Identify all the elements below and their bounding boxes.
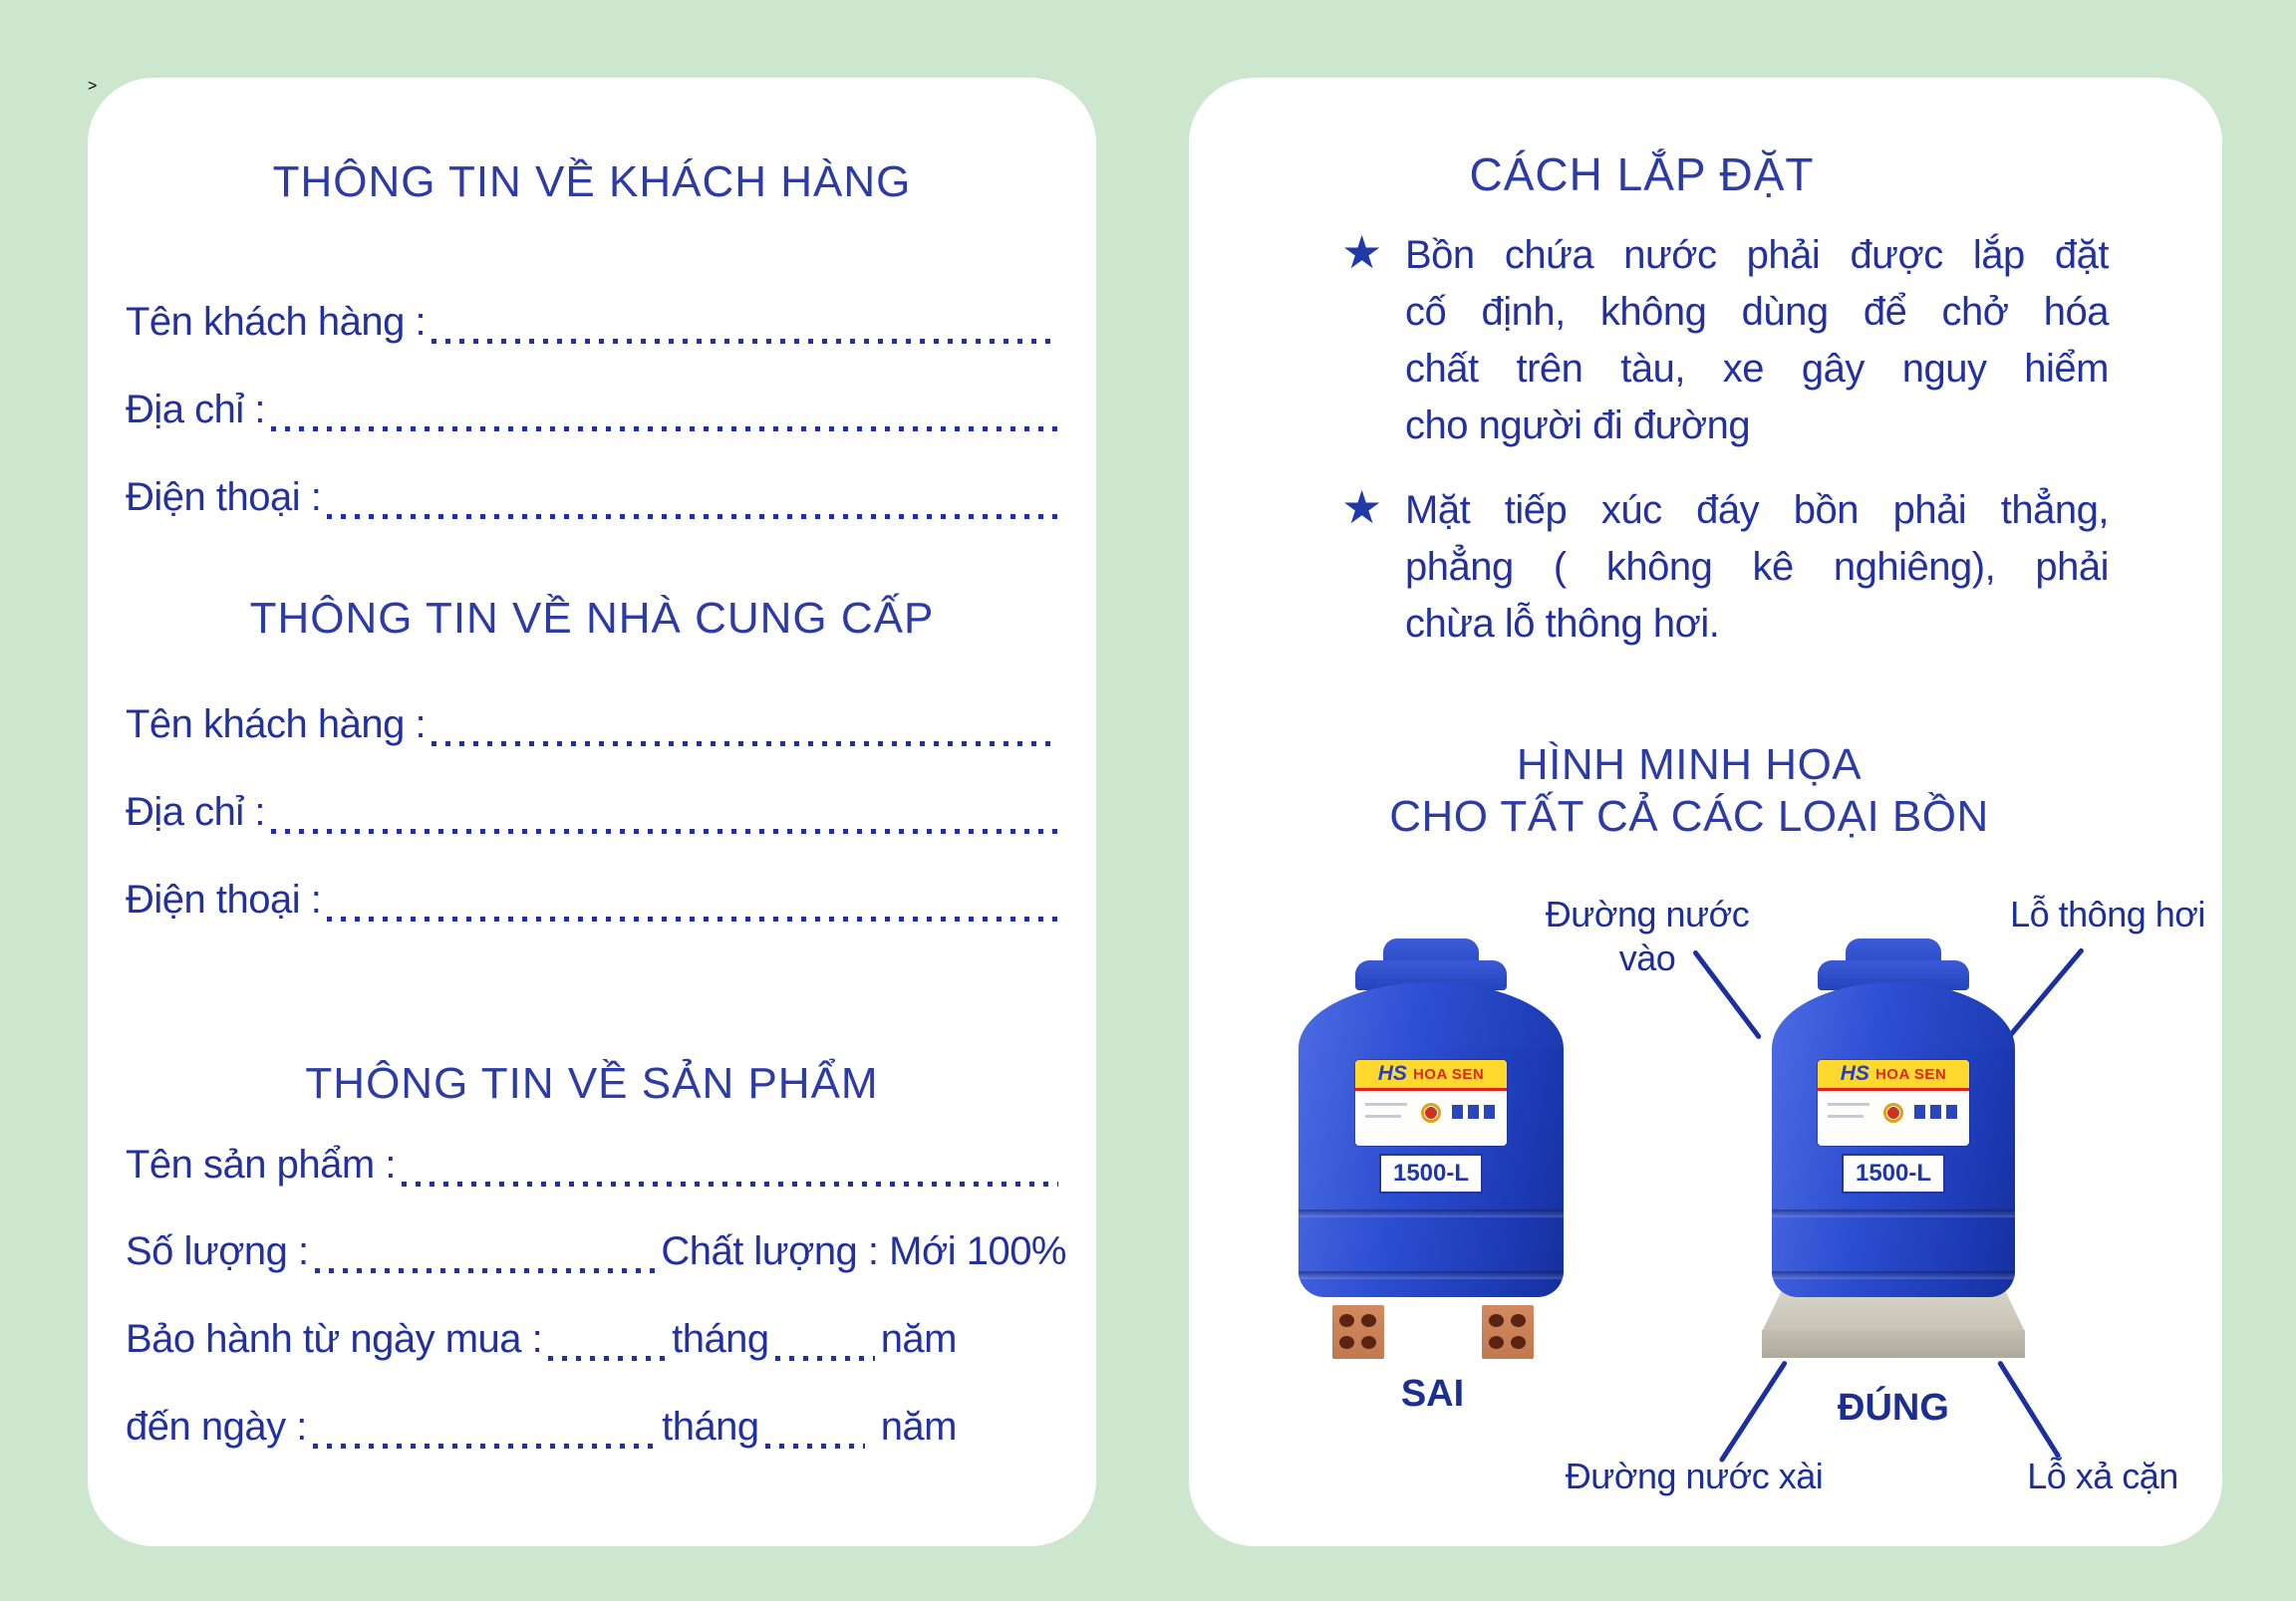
section-title-product: THÔNG TIN VỀ SẢN PHẨM [305,1059,879,1108]
field-customer-phone [126,475,1064,527]
dotted-line [426,702,1064,754]
field-label: Tên sản phẩm : [126,1143,396,1187]
field-label: Số lượng : [126,1229,309,1273]
capacity-text: 1500-L [1855,1160,1932,1187]
stamp-icon [1452,1105,1463,1119]
field-customer-name [126,300,1064,352]
field-customer-address [126,388,1064,439]
illustration-heading [1325,739,2053,843]
sticker-text-line [1828,1115,1864,1118]
section-title-customer: THÔNG TIN VỀ KHÁCH HÀNG [272,157,912,206]
field-warranty-from [126,1317,957,1369]
field-label: đến ngày : [126,1405,307,1449]
tank-body [1298,1048,1564,1297]
dotted-line [396,1143,1064,1195]
water-tank-correct [1772,938,2015,1297]
verdict-correct: ĐÚNG [1838,1387,1949,1429]
brick-hole [1489,1314,1504,1327]
brand-name: HOA SEN [1874,1065,1947,1083]
brick-hole [1339,1314,1354,1327]
hs-logo: HS [1377,1062,1407,1085]
field-product-name [126,1143,1064,1195]
dotted-line [307,1405,662,1457]
certification-icon [1883,1103,1903,1123]
star-icon: ★ [1341,226,1383,278]
rule-line: cho người đi đường [1405,403,1751,447]
label-drain-hole: Lỗ xả cặn [2027,1456,2178,1496]
brick-icon [1482,1305,1534,1359]
brick-hole [1511,1314,1526,1327]
sticker-text-line [1828,1103,1869,1106]
rule-line: Mặt tiếp xúc đáy bồn phải thẳng, [1405,488,2109,532]
tank-groove [1298,1209,1564,1217]
field-quantity-quality [126,1229,1066,1281]
field-supplier-address [126,790,1064,842]
field-label: Điện thoại : [126,475,322,519]
tank-groove [1298,1271,1564,1279]
dotted-line [542,1317,672,1369]
brick-hole [1361,1314,1376,1327]
brick-hole [1361,1336,1376,1349]
tank-shoulder [1298,982,1564,1052]
capacity-text: 1500-L [1392,1160,1470,1187]
field-label: Điện thoại : [126,878,322,922]
label-water-inlet: Đường nước vào [1545,894,1750,978]
tank-groove [1772,1209,2015,1217]
month-label: tháng [662,1405,759,1449]
quality-value: Chất lượng : Mới 100% [661,1229,1066,1273]
field-label: Địa chỉ : [126,388,265,431]
brick-hole [1511,1336,1526,1349]
stamp-icon [1946,1105,1957,1119]
installation-rule-2 [1405,482,2109,653]
concrete-slab-front [1762,1330,2025,1358]
label-vent-hole: Lỗ thông hơi [2010,894,2205,934]
sticker-detail [1355,1091,1507,1146]
capacity-badge [1842,1154,1945,1194]
stamp-icon [1484,1105,1495,1119]
field-supplier-phone [126,878,1064,930]
brand-sticker [1818,1060,1969,1146]
tank-shoulder [1772,982,2015,1052]
star-icon: ★ [1341,481,1383,533]
rule-line: phẳng ( không kê nghiêng), phải [1405,545,2109,589]
hs-logo: HS [1840,1062,1869,1085]
water-tank-wrong [1298,938,1564,1297]
dotted-line [309,1229,662,1281]
dotted-line [426,300,1064,352]
month-label: tháng [672,1317,769,1361]
sticker-detail [1818,1091,1969,1146]
section-title-installation: CÁCH LẮP ĐẶT [1469,148,1815,200]
capacity-badge [1379,1154,1483,1194]
dotted-line [321,878,1064,930]
brick-icon [1332,1305,1384,1359]
tank-groove [1772,1271,2015,1279]
installation-rule-1 [1405,227,2109,454]
certification-icon [1421,1103,1441,1123]
field-label: Bảo hành từ ngày mua : [126,1317,543,1361]
brick-hole [1339,1336,1354,1349]
rule-line: chừa lỗ thông hơi. [1405,602,1720,646]
brick-hole [1489,1336,1504,1349]
dotted-line [265,790,1064,842]
dotted-line [759,1405,871,1457]
field-label: Tên khách hàng : [126,300,427,344]
year-label: năm [880,1317,957,1361]
rule-line: cố định, không dùng để chở hóa [1405,290,2109,334]
dotted-line [769,1317,881,1369]
stamp-icon [1930,1105,1941,1119]
field-label: Tên khách hàng : [126,702,427,746]
field-warranty-to [126,1405,957,1457]
label-water-outlet: Đường nước xài [1565,1456,1824,1496]
stamp-icon [1914,1105,1925,1119]
field-supplier-name [126,702,1064,754]
brand-sticker [1355,1060,1507,1146]
customer-info-card: > [88,78,1096,1546]
sticker-text-line [1365,1115,1401,1118]
section-title-supplier: THÔNG TIN VỀ NHÀ CUNG CẤP [249,594,935,643]
illustration-heading-line2: CHO TẤT CẢ CÁC LOẠI BỒN [1389,792,1989,841]
brand-name: HOA SEN [1412,1065,1485,1083]
stamp-icon [1468,1105,1479,1119]
dotted-line [321,475,1064,527]
sticker-text-line [1365,1103,1407,1106]
field-label: Địa chỉ : [126,790,265,834]
brand-header [1818,1060,1969,1091]
brand-header [1355,1060,1507,1091]
illustration-heading-line1: HÌNH MINH HỌA [1516,740,1863,789]
tank-body [1772,1048,2015,1297]
year-label: năm [880,1405,957,1449]
rule-line: Bồn chứa nước phải được lắp đặt [1405,233,2109,277]
rule-line: chất trên tàu, xe gây nguy hiểm [1405,347,2109,391]
dotted-line [265,388,1064,439]
verdict-wrong: SAI [1400,1373,1465,1415]
